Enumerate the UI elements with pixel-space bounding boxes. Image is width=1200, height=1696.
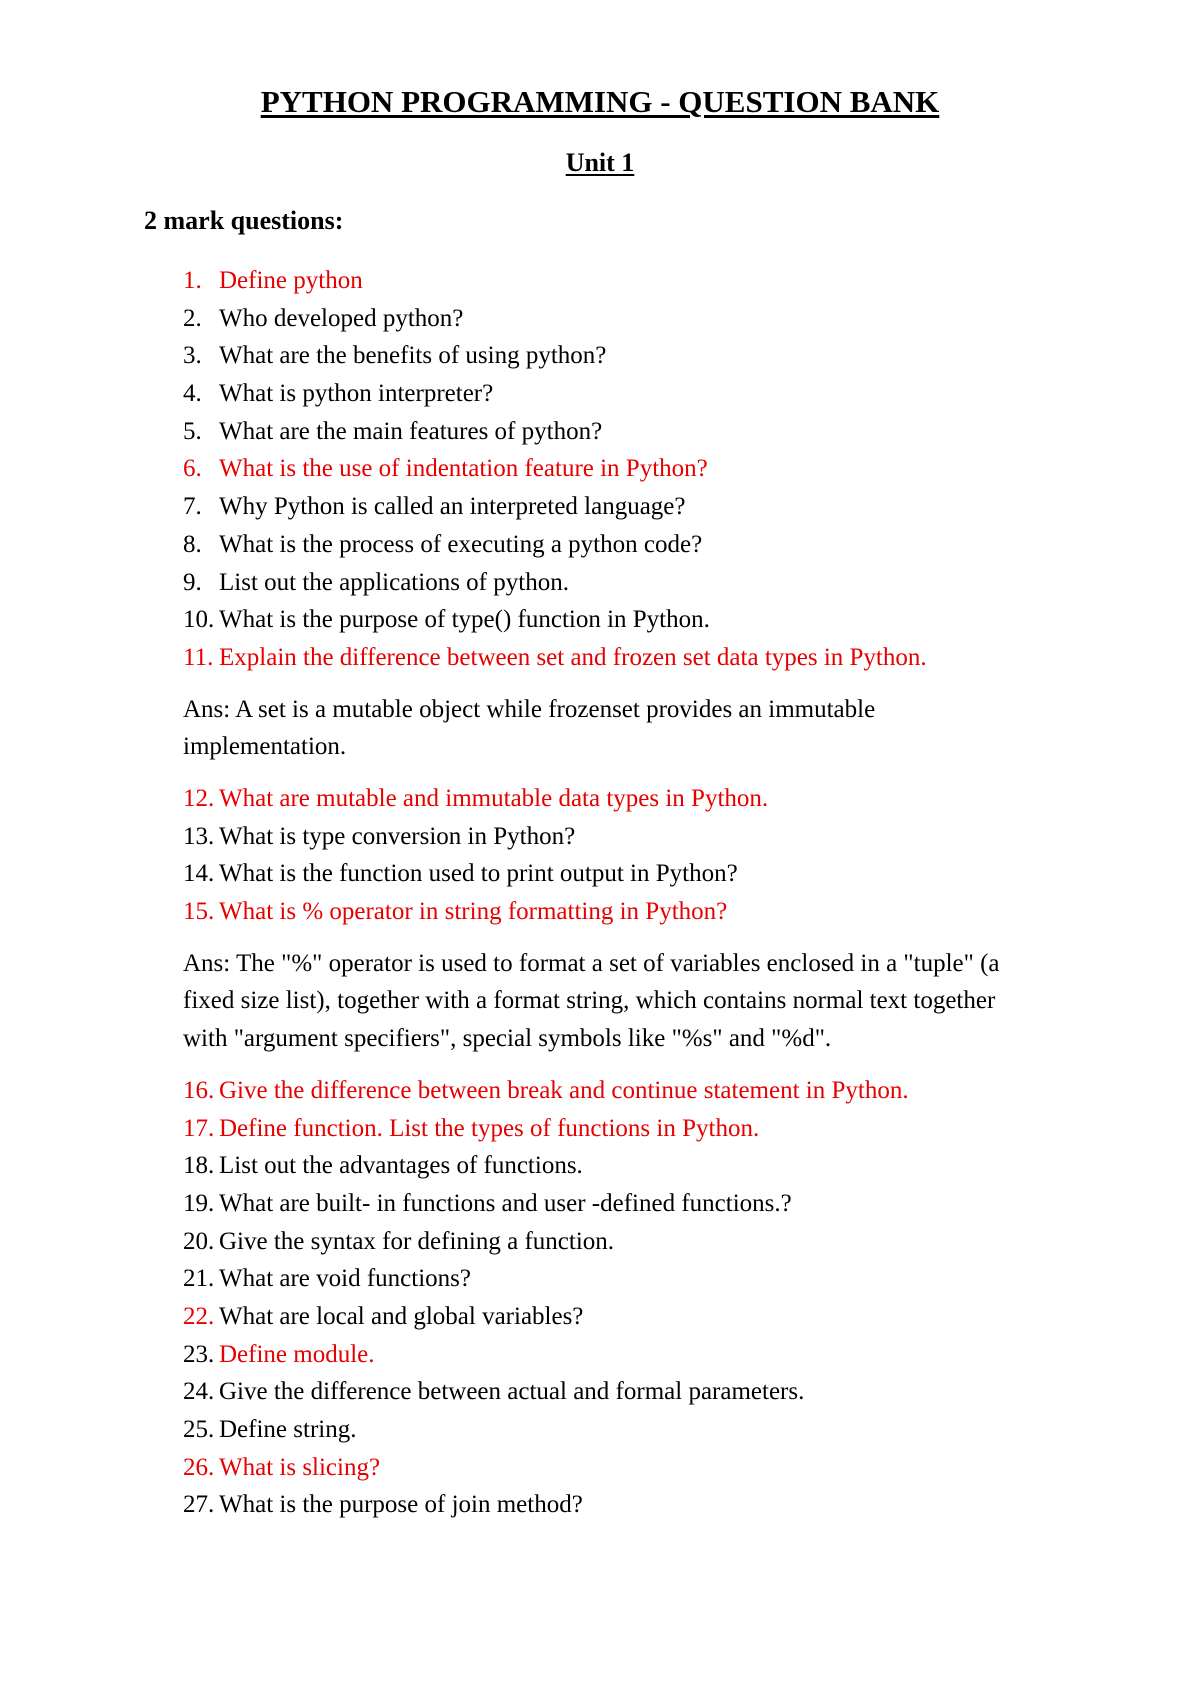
question-number: 27. bbox=[183, 1491, 215, 1519]
page-title: PYTHON PROGRAMMING - QUESTION BANK bbox=[260, 84, 940, 119]
question-text: What is % operator in string formatting in Python? bbox=[219, 898, 728, 926]
question-item bbox=[183, 450, 1063, 488]
question-text: What are the benefits of using python? bbox=[219, 342, 607, 370]
question-number: 22. bbox=[183, 1302, 215, 1330]
question-item bbox=[183, 1336, 1063, 1374]
question-text: What are void functions? bbox=[219, 1265, 471, 1293]
question-number: 8. bbox=[183, 530, 202, 558]
question-text: List out the applications of python. bbox=[219, 568, 569, 596]
question-number: 9. bbox=[183, 568, 202, 596]
question-text: Explain the difference between set and frozen set data types in Python. bbox=[219, 643, 927, 671]
question-list bbox=[183, 262, 1063, 1524]
question-item bbox=[183, 1260, 1063, 1298]
question-text: What is the process of executing a python code? bbox=[219, 530, 703, 558]
question-text: What are built- in functions and user -defined functions.? bbox=[219, 1189, 792, 1217]
question-item bbox=[183, 262, 1063, 300]
question-item bbox=[183, 1373, 1063, 1411]
question-number: 4. bbox=[183, 380, 202, 408]
question-text: What is the purpose of join method? bbox=[219, 1491, 583, 1519]
question-item bbox=[183, 375, 1063, 413]
question-item bbox=[183, 1449, 1063, 1487]
question-number: 6. bbox=[183, 455, 202, 483]
question-text: Give the syntax for defining a function. bbox=[219, 1227, 615, 1255]
question-number: 20. bbox=[183, 1227, 215, 1255]
question-item bbox=[183, 639, 1063, 677]
question-text: Define python bbox=[219, 267, 363, 294]
question-text: What is the use of indentation feature in Python? bbox=[219, 455, 708, 483]
question-text: Who developed python? bbox=[219, 304, 464, 332]
question-number: 23. bbox=[183, 1340, 215, 1368]
question-group-a bbox=[183, 262, 1063, 677]
question-number: 17. bbox=[183, 1114, 215, 1142]
question-item bbox=[183, 564, 1063, 602]
question-item bbox=[183, 893, 1063, 931]
question-number: 21. bbox=[183, 1265, 215, 1293]
answer-11: Ans: A set is a mutable object while frozenset provides an immutable implementation. bbox=[183, 695, 876, 761]
unit-heading: Unit 1 bbox=[565, 148, 635, 177]
question-number: 12. bbox=[183, 784, 215, 812]
question-number: 10. bbox=[183, 606, 215, 634]
question-item bbox=[183, 337, 1063, 375]
question-number: 13. bbox=[183, 822, 215, 850]
question-text: Give the difference between break and continue statement in Python. bbox=[219, 1076, 909, 1104]
question-number: 14. bbox=[183, 860, 215, 888]
question-item bbox=[183, 1185, 1063, 1223]
question-item bbox=[183, 855, 1063, 893]
question-item bbox=[183, 488, 1063, 526]
question-item bbox=[183, 1072, 1063, 1110]
question-group-b bbox=[183, 780, 1063, 931]
question-number: 1. bbox=[183, 267, 202, 294]
answer-15: Ans: The "%" operator is used to format a set of variables enclosed in a "tuple" (a fixed size list), together with a format string, which contains normal text together with "argument specifiers", special symbols like "%s" and "%d". bbox=[183, 949, 1000, 1053]
question-number: 11. bbox=[183, 643, 214, 671]
question-item bbox=[183, 1223, 1063, 1261]
question-number: 7. bbox=[183, 493, 202, 521]
question-item bbox=[183, 526, 1063, 564]
question-item bbox=[183, 1486, 1063, 1524]
question-item bbox=[183, 300, 1063, 338]
question-number: 25. bbox=[183, 1416, 215, 1444]
section-heading: 2 mark questions: bbox=[144, 206, 344, 235]
question-item bbox=[183, 601, 1063, 639]
question-number: 2. bbox=[183, 304, 202, 332]
question-item bbox=[183, 780, 1063, 818]
question-text: What is type conversion in Python? bbox=[219, 822, 576, 850]
question-text: What are local and global variables? bbox=[219, 1302, 584, 1330]
question-text: What is the function used to print output in Python? bbox=[219, 860, 738, 888]
question-text: What are the main features of python? bbox=[219, 417, 603, 445]
question-number: 26. bbox=[183, 1453, 215, 1481]
question-group-c bbox=[183, 1072, 1063, 1524]
question-number: 24. bbox=[183, 1378, 215, 1406]
question-text: Define function. List the types of functions in Python. bbox=[219, 1114, 760, 1142]
question-item bbox=[183, 1147, 1063, 1185]
question-text: Give the difference between actual and formal parameters. bbox=[219, 1378, 805, 1406]
question-item bbox=[183, 1110, 1063, 1148]
question-text: What are mutable and immutable data types in Python. bbox=[219, 784, 769, 812]
question-text: What is slicing? bbox=[219, 1453, 381, 1481]
question-number: 5. bbox=[183, 417, 202, 445]
question-item bbox=[183, 1411, 1063, 1449]
question-number: 18. bbox=[183, 1152, 215, 1180]
question-text: Why Python is called an interpreted language? bbox=[219, 493, 686, 521]
question-text: What is the purpose of type() function in Python. bbox=[219, 606, 710, 634]
question-item bbox=[183, 413, 1063, 451]
question-text: Define module. bbox=[219, 1340, 375, 1368]
question-number: 16. bbox=[183, 1076, 215, 1104]
question-item bbox=[183, 818, 1063, 856]
question-number: 19. bbox=[183, 1189, 215, 1217]
question-text: What is python interpreter? bbox=[219, 380, 494, 408]
question-item bbox=[183, 1298, 1063, 1336]
question-text: List out the advantages of functions. bbox=[219, 1152, 583, 1180]
question-number: 15. bbox=[183, 898, 215, 926]
question-number: 3. bbox=[183, 342, 202, 370]
question-text: Define string. bbox=[219, 1416, 357, 1444]
